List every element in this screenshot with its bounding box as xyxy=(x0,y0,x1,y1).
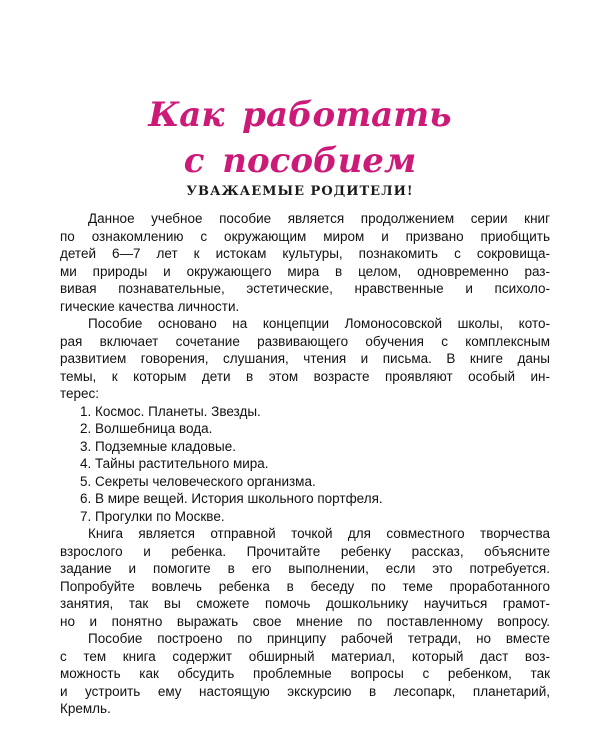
paragraph-2-line: темы, к которым дети в этом возрасте проявляют особый ин- xyxy=(60,368,550,384)
paragraph-4-line: и устроить ему настоящую экскурсию в лесопарк, планетарий, xyxy=(60,683,550,699)
title-line-2: с пособием xyxy=(183,141,417,181)
paragraph-4-line: с тем книга содержит обширный материал, который даст воз- xyxy=(60,648,550,664)
topic-item: 3. Подземные кладовые. xyxy=(80,438,237,454)
heading: УВАЖАЕМЫЕ РОДИТЕЛИ! xyxy=(186,184,414,199)
topic-item: 6. В мире вещей. История школьного портфеля. xyxy=(80,491,383,506)
paragraph-3-line: но и понятно выражать свое мнение по поставленному вопросу. xyxy=(60,613,550,629)
paragraph-1-line: гические качества личности. xyxy=(60,298,240,314)
paragraph-4-line: можность как обсудить проблемные вопросы с ребенком, так xyxy=(60,666,550,681)
paragraph-2-line: развитием говорения, слушания, чтения и письма. В книге даны xyxy=(60,351,550,366)
paragraph-4-line: Кремль. xyxy=(60,701,111,716)
paragraph-1-line: по ознакомлению с окружающим миром и призвано приобщить xyxy=(60,228,550,244)
topic-item: 2. Волшебница вода. xyxy=(80,421,213,436)
topic-item: 7. Прогулки по Москве. xyxy=(80,508,225,524)
topic-item: 4. Тайны растительного мира. xyxy=(80,456,269,471)
paragraph-1-line: детей 6—7 лет к истокам культуры, познакомить с сокровища- xyxy=(60,246,550,261)
paragraph-2-line: рая включает сочетание развивающего обучения с комплексным xyxy=(60,333,550,349)
paragraph-3-line: Попробуйте вовлечь ребенка в беседу по теме проработанного xyxy=(60,578,550,594)
paragraph-4-line: Пособие построено по принципу рабочей тетради, но вместе xyxy=(88,631,550,646)
title-line-1: Как работать xyxy=(148,95,452,135)
paragraph-2-line: Пособие основано на концепции Ломоносовской школы, кото- xyxy=(88,316,550,331)
paragraph-3-line: занятия, так вы сможете помочь дошкольнику научиться грамот- xyxy=(60,596,550,611)
paragraph-3-line: Книга является отправной точкой для совместного творчества xyxy=(88,526,550,541)
paragraph-2-line: терес: xyxy=(60,386,100,401)
body-text xyxy=(60,210,550,718)
topic-item: 1. Космос. Планеты. Звезды. xyxy=(80,403,261,419)
paragraph-1-line: вивая познавательные, эстетические, нравственные и психоло- xyxy=(60,281,550,296)
paragraph-1-line: ми природы и окружающего мира в целом, одновременно раз- xyxy=(60,263,550,279)
topic-item: 5. Секреты человеческого организма. xyxy=(80,473,316,489)
paragraph-3-line: задание и помогите в его выполнении, если это потребуется. xyxy=(60,561,550,576)
paragraph-1-line: Данное учебное пособие является продолжением серии книг xyxy=(88,211,550,226)
paragraph-3-line: взрослого и ребенка. Прочитайте ребенку рассказ, объясните xyxy=(60,543,550,559)
